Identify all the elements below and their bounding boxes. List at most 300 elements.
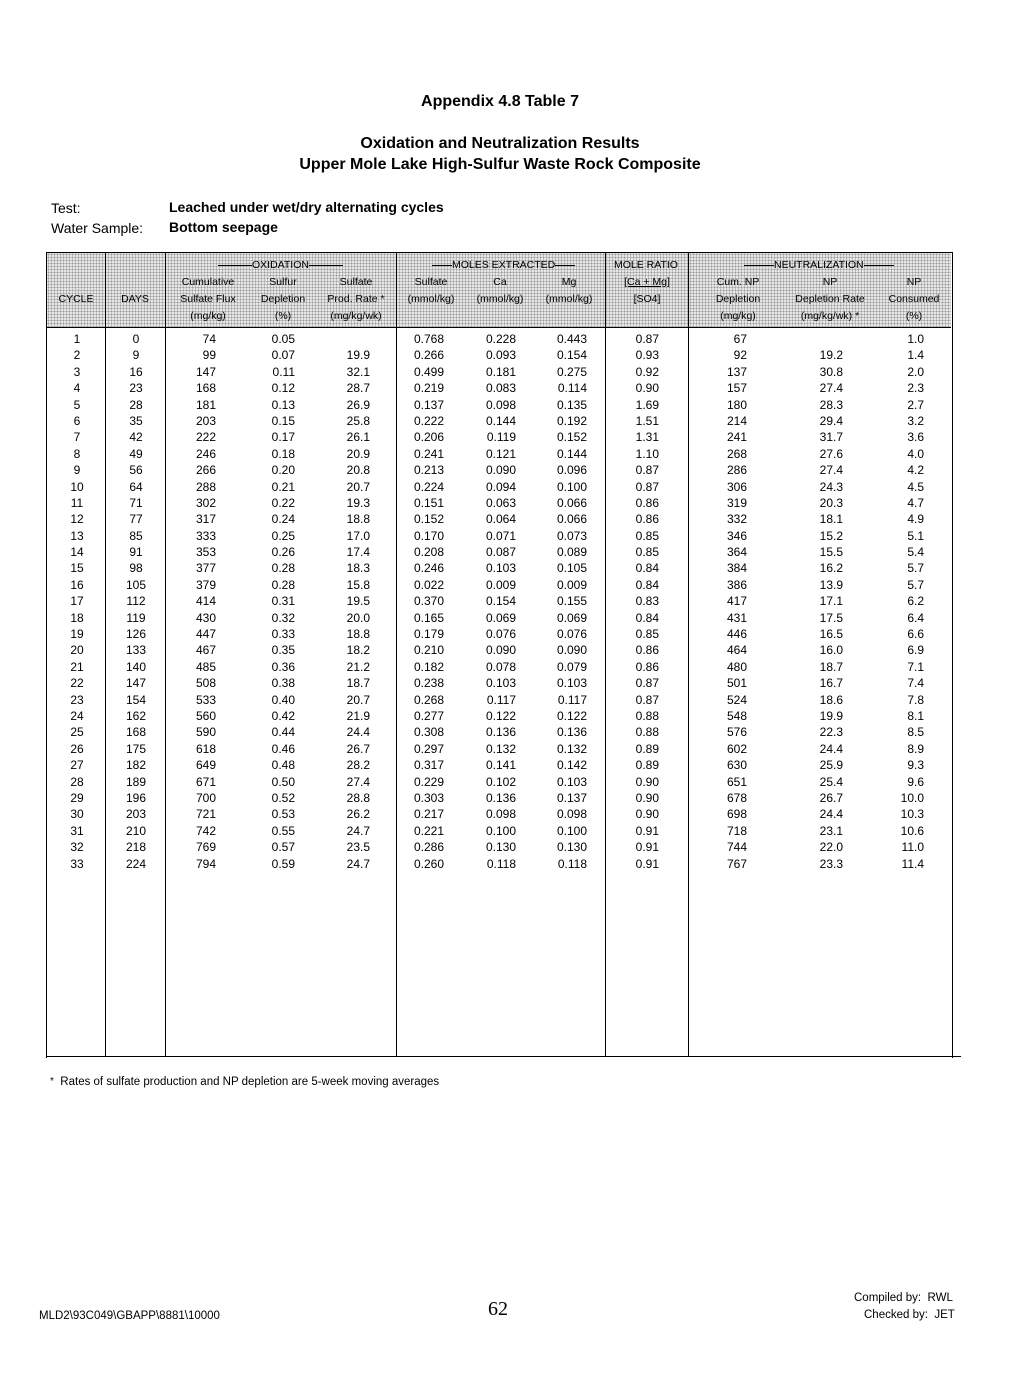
cell-ca: 0.154 (485, 594, 516, 609)
cell-cum-np: 92 (733, 348, 747, 363)
cell-days: 112 (126, 594, 146, 609)
cell-np-consumed: 8.1 (907, 708, 924, 723)
cell-sulfate-prod-rate: 21.2 (346, 659, 370, 674)
cell-np-rate: 23.1 (819, 823, 843, 838)
checked-by-label: Checked by: (864, 1309, 928, 1321)
cell-cycle: 24 (70, 708, 84, 723)
table-row (0, 627, 1027, 643)
cell-days: 162 (125, 708, 147, 723)
cell-cum-np: 446 (726, 627, 747, 642)
cell-mg: 0.117 (557, 692, 587, 707)
cell-mole-ratio: 0.84 (635, 577, 659, 592)
cell-days: 16 (129, 364, 143, 379)
cell-sulfur-depletion: 0.46 (271, 741, 295, 756)
cell-cycle: 8 (73, 446, 81, 461)
cell-np-rate: 19.2 (819, 348, 843, 363)
cell-mg: 0.137 (556, 790, 587, 805)
cell-cum-np: 576 (726, 725, 747, 740)
cell-sulfate: 0.317 (413, 758, 444, 773)
cell-ca: 0.094 (485, 479, 516, 494)
cell-sulfate-prod-rate: 20.7 (346, 479, 370, 494)
cell-sulfate: 0.221 (413, 823, 444, 838)
cell-ca: 0.118 (486, 856, 516, 871)
cell-days: 175 (125, 741, 147, 756)
cell-mole-ratio: 0.86 (635, 659, 659, 674)
cell-mg: 0.142 (556, 758, 587, 773)
cell-np-rate: 16.0 (819, 643, 843, 658)
table-row (0, 725, 1027, 741)
cell-mg: 0.118 (557, 856, 587, 871)
cell-sulfate: 0.219 (413, 381, 444, 396)
table-row (0, 594, 1027, 610)
cell-sulfur-depletion: 0.33 (271, 627, 295, 642)
table-row (0, 529, 1027, 545)
cell-ca: 0.090 (485, 643, 516, 658)
cell-flux: 222 (195, 430, 216, 445)
cell-np-rate: 25.9 (819, 758, 843, 773)
cell-mole-ratio: 0.85 (635, 528, 659, 543)
cell-np-rate: 16.2 (819, 561, 843, 576)
cell-flux: 181 (195, 397, 216, 412)
cell-sulfate: 0.165 (413, 610, 444, 625)
cell-flux: 618 (195, 741, 216, 756)
cell-np-consumed: 6.4 (907, 610, 924, 625)
cell-sulfur-depletion: 0.28 (271, 561, 295, 576)
cell-cum-np: 137 (726, 364, 747, 379)
cell-flux: 447 (195, 627, 216, 642)
cell-ca: 0.100 (485, 823, 516, 838)
cell-ca: 0.098 (485, 397, 516, 412)
cell-days: 105 (125, 577, 147, 592)
cell-sulfate-prod-rate: 20.8 (346, 463, 370, 478)
cell-ca: 0.090 (485, 463, 516, 478)
cell-cum-np: 718 (726, 823, 747, 838)
cell-cycle: 31 (70, 823, 84, 838)
col-header-np-rate-3: (mg/kg/wk) * (800, 310, 860, 322)
cell-mg: 0.103 (556, 676, 587, 691)
cell-flux: 168 (195, 381, 216, 396)
cell-flux: 74 (202, 332, 216, 346)
cell-sulfate: 0.152 (413, 512, 444, 527)
cell-days: 119 (126, 610, 146, 625)
col-header-np-consumed-3: (%) (905, 310, 923, 322)
cell-sulfate-prod-rate: 28.7 (346, 381, 370, 396)
cell-mg: 0.152 (556, 430, 587, 445)
cell-flux: 742 (195, 823, 216, 838)
table-row (0, 840, 1027, 856)
cell-mole-ratio: 0.88 (635, 725, 659, 740)
table-row (0, 480, 1027, 496)
cell-np-consumed: 5.4 (907, 545, 924, 560)
cell-sulfate-prod-rate: 18.2 (346, 643, 370, 658)
cell-cycle: 18 (70, 610, 84, 625)
cell-flux: 377 (195, 561, 216, 576)
cell-np-rate: 17.5 (819, 610, 843, 625)
cell-np-consumed: 10.6 (900, 823, 924, 838)
cell-flux: 794 (195, 856, 216, 871)
cell-sulfate: 0.246 (413, 561, 444, 576)
col-header-flux-3: (mg/kg) (190, 310, 226, 322)
cell-ca: 0.078 (485, 659, 516, 674)
cell-cum-np: 602 (726, 741, 747, 756)
table-row (0, 611, 1027, 627)
cell-mg: 0.135 (556, 397, 587, 412)
cell-mg: 0.089 (556, 545, 587, 560)
cell-cycle: 21 (70, 659, 84, 674)
cell-sulfate: 0.297 (413, 741, 444, 756)
cell-np-consumed: 1.4 (907, 348, 924, 363)
cell-sulfate: 0.213 (413, 463, 444, 478)
cell-ca: 0.130 (485, 840, 516, 855)
cell-cum-np: 384 (726, 561, 747, 576)
cell-mole-ratio: 0.90 (635, 381, 659, 396)
cell-cycle: 10 (70, 479, 84, 494)
cell-sulfate-prod-rate: 26.9 (346, 397, 370, 412)
cell-cum-np: 306 (726, 479, 747, 494)
cell-flux: 485 (195, 659, 216, 674)
cell-mole-ratio: 1.69 (635, 397, 659, 412)
compiled-by (854, 1292, 953, 1304)
cell-mole-ratio: 0.90 (635, 774, 659, 789)
cell-sulfate-prod-rate: 24.7 (346, 823, 370, 838)
cell-days: 28 (129, 397, 143, 412)
cell-sulfur-depletion: 0.53 (271, 807, 295, 822)
cell-flux: 721 (195, 807, 216, 822)
cell-days: 203 (125, 807, 147, 822)
cell-np-rate: 19.9 (819, 708, 843, 723)
cell-mole-ratio: 0.93 (635, 348, 659, 363)
water-sample-value: Bottom seepage (169, 219, 278, 235)
cell-ca: 0.083 (485, 381, 516, 396)
cell-mg: 0.105 (556, 561, 587, 576)
appendix-title: Appendix 4.8 Table 7 (421, 93, 579, 110)
cell-cum-np: 431 (726, 610, 747, 625)
cell-mg: 0.009 (556, 577, 587, 592)
cell-flux: 203 (195, 413, 216, 428)
cell-sulfate: 0.303 (413, 790, 444, 805)
cell-np-rate: 20.3 (819, 495, 843, 510)
table-row (0, 742, 1027, 758)
cell-sulfur-depletion: 0.05 (271, 332, 295, 346)
cell-ca: 0.093 (485, 348, 516, 363)
cell-sulfur-depletion: 0.25 (271, 528, 295, 543)
cell-sulfate-prod-rate: 28.2 (346, 758, 370, 773)
cell-cycle: 28 (70, 774, 84, 789)
water-sample-label: Water Sample: (51, 220, 144, 236)
cell-sulfur-depletion: 0.15 (271, 413, 295, 428)
table-row (0, 660, 1027, 676)
cell-flux: 671 (195, 774, 216, 789)
cell-mole-ratio: 0.86 (635, 643, 659, 658)
cell-np-consumed: 4.5 (907, 479, 924, 494)
cell-cycle: 16 (70, 577, 84, 592)
cell-np-rate: 25.4 (819, 774, 843, 789)
cell-np-consumed: 4.0 (907, 446, 924, 461)
cell-sulfate-prod-rate: 27.4 (346, 774, 370, 789)
cell-mg: 0.100 (556, 823, 587, 838)
col-header-cycle: CYCLE (58, 293, 94, 305)
table-row (0, 693, 1027, 709)
cell-mole-ratio: 0.91 (635, 840, 659, 855)
cell-cycle: 3 (73, 364, 81, 379)
cell-mole-ratio: 0.89 (635, 741, 659, 756)
table-row (0, 824, 1027, 840)
cell-np-consumed: 5.7 (907, 577, 924, 592)
cell-np-rate: 28.3 (819, 397, 843, 412)
col-header-sulfate-prod-1: Sulfate (339, 276, 373, 288)
cell-np-rate: 27.4 (819, 381, 843, 396)
cell-np-consumed: 2.0 (907, 364, 924, 379)
col-header-sulfate-prod-2: Prod. Rate * (327, 293, 385, 305)
cell-sulfate: 0.370 (413, 594, 444, 609)
cell-ca: 0.144 (485, 413, 516, 428)
cell-flux: 467 (195, 643, 216, 658)
cell-cum-np: 464 (726, 643, 747, 658)
compiled-by-label: Compiled by: (854, 1292, 922, 1304)
cell-np-consumed: 7.4 (907, 676, 924, 691)
cell-np-rate: 31.7 (819, 430, 843, 445)
cell-flux: 317 (195, 512, 216, 527)
cell-np-rate: 30.8 (819, 364, 843, 379)
table-bottom-rule (46, 1056, 961, 1057)
cell-flux: 560 (195, 708, 216, 723)
cell-mole-ratio: 0.87 (635, 692, 659, 707)
cell-cycle: 9 (73, 463, 81, 478)
cell-mole-ratio: 0.89 (635, 758, 659, 773)
cell-sulfate: 0.210 (413, 643, 444, 658)
table-row (0, 807, 1027, 823)
test-label: Test: (51, 200, 81, 216)
cell-days: 77 (129, 512, 143, 527)
cell-sulfate-prod-rate: 26.1 (346, 430, 370, 445)
cell-flux: 99 (202, 348, 216, 363)
table-row (0, 643, 1027, 659)
cell-sulfur-depletion: 0.36 (271, 659, 295, 674)
cell-np-rate: 13.9 (819, 577, 843, 592)
cell-sulfur-depletion: 0.26 (271, 545, 295, 560)
cell-days: 168 (125, 725, 147, 740)
table-row (0, 496, 1027, 512)
col-header-np-consumed-1: NP (906, 276, 922, 288)
cell-flux: 379 (195, 577, 216, 592)
cell-sulfate-prod-rate: 20.7 (346, 692, 370, 707)
cell-cum-np: 651 (726, 774, 747, 789)
cell-sulfate: 0.217 (413, 807, 444, 822)
cell-ca: 0.122 (485, 708, 516, 723)
cell-days: 196 (125, 790, 147, 805)
cell-np-rate: 18.7 (819, 659, 843, 674)
cell-sulfate: 0.151 (413, 495, 444, 510)
cell-mg: 0.132 (556, 741, 587, 756)
cell-sulfate: 0.238 (413, 676, 444, 691)
cell-sulfate-prod-rate: 19.9 (346, 348, 370, 363)
col-header-flux-1: Cumulative (181, 276, 235, 288)
cell-cum-np: 698 (726, 807, 747, 822)
cell-days: 224 (125, 856, 147, 871)
group-header-oxidation: OXIDATION (218, 259, 343, 271)
cell-sulfate-prod-rate: 24.4 (346, 725, 370, 740)
cell-mole-ratio: 1.51 (635, 413, 659, 428)
cell-mole-ratio: 0.86 (635, 512, 659, 527)
cell-sulfate-prod-rate: 26.7 (346, 741, 370, 756)
cell-mole-ratio: 0.87 (635, 463, 659, 478)
cell-sulfate: 0.260 (413, 856, 444, 871)
cell-sulfate: 0.229 (413, 774, 444, 789)
table-row (0, 365, 1027, 381)
cell-sulfate: 0.277 (413, 708, 444, 723)
cell-sulfate-prod-rate: 19.3 (346, 495, 370, 510)
cell-mole-ratio: 0.86 (635, 495, 659, 510)
cell-np-consumed: 9.6 (907, 774, 924, 789)
cell-cycle: 30 (70, 807, 84, 822)
col-header-ratio-1: [Ca + Mg] (624, 276, 670, 288)
cell-mg: 0.076 (556, 627, 587, 642)
cell-sulfate-prod-rate: 18.3 (346, 561, 370, 576)
cell-np-consumed: 10.3 (900, 807, 924, 822)
cell-sulfate-prod-rate: 17.4 (346, 545, 370, 560)
cell-cycle: 6 (73, 413, 81, 428)
cell-np-consumed: 4.2 (907, 463, 924, 478)
cell-cum-np: 364 (726, 545, 747, 560)
cell-np-consumed: 9.3 (907, 758, 924, 773)
cell-sulfate: 0.499 (413, 364, 444, 379)
cell-cycle: 13 (70, 528, 84, 543)
cell-sulfate-prod-rate: 18.8 (346, 627, 370, 642)
cell-cum-np: 417 (726, 594, 747, 609)
cell-np-rate: 22.3 (819, 725, 843, 740)
col-header-sulfur-3: (%) (274, 310, 292, 322)
cell-days: 9 (132, 348, 140, 363)
cell-mg: 0.144 (556, 446, 587, 461)
cell-np-consumed: 6.9 (907, 643, 924, 658)
cell-days: 42 (129, 430, 143, 445)
cell-flux: 302 (195, 495, 216, 510)
cell-ca: 0.121 (485, 446, 516, 461)
table-row (0, 512, 1027, 528)
cell-sulfate: 0.208 (413, 545, 444, 560)
cell-days: 64 (129, 479, 143, 494)
cell-mg: 0.443 (556, 332, 587, 346)
table-row (0, 676, 1027, 692)
cell-sulfate: 0.241 (413, 446, 444, 461)
col-header-cum-np-1: Cum. NP (716, 276, 760, 288)
cell-np-rate: 16.7 (819, 676, 843, 691)
cell-np-rate: 24.4 (819, 807, 843, 822)
table-row (0, 447, 1027, 463)
cell-mole-ratio: 0.83 (635, 594, 659, 609)
col-header-np-rate-1: NP (822, 276, 838, 288)
cell-sulfur-depletion: 0.31 (271, 594, 295, 609)
cell-ca: 0.076 (485, 627, 516, 642)
cell-sulfur-depletion: 0.44 (271, 725, 295, 740)
cell-np-consumed: 8.5 (907, 725, 924, 740)
cell-sulfate: 0.768 (413, 332, 444, 346)
cell-mg: 0.114 (557, 381, 587, 396)
cell-mg: 0.130 (556, 840, 587, 855)
cell-sulfate-prod-rate: 17.0 (346, 528, 370, 543)
cell-cum-np: 180 (726, 397, 747, 412)
cell-mg: 0.066 (556, 512, 587, 527)
cell-np-consumed: 11.4 (901, 856, 924, 871)
cell-np-rate: 24.3 (819, 479, 843, 494)
checked-by-value: JET (934, 1309, 955, 1321)
cell-mole-ratio: 0.85 (635, 545, 659, 560)
cell-flux: 533 (195, 692, 216, 707)
cell-sulfur-depletion: 0.12 (271, 381, 295, 396)
cell-days: 98 (129, 561, 143, 576)
col-header-sulfate-prod-3: (mg/kg/wk) (330, 310, 382, 322)
cell-np-consumed: 3.6 (907, 430, 924, 445)
cell-days: 23 (129, 381, 143, 396)
table-row (0, 857, 1027, 873)
cell-cycle: 32 (70, 840, 84, 855)
cell-sulfur-depletion: 0.32 (271, 610, 295, 625)
cell-days: 147 (125, 676, 147, 691)
cell-days: 140 (125, 659, 147, 674)
cell-ca: 0.064 (485, 512, 516, 527)
cell-np-rate: 27.6 (819, 446, 843, 461)
cell-sulfate: 0.308 (413, 725, 444, 740)
footnote-marker: * (50, 1076, 54, 1087)
table-row (0, 561, 1027, 577)
table-row (0, 463, 1027, 479)
cell-days: 0 (132, 332, 140, 346)
cell-ca: 0.071 (485, 528, 516, 543)
cell-mole-ratio: 0.84 (635, 610, 659, 625)
table-row (0, 398, 1027, 414)
cell-np-rate: 16.5 (819, 627, 843, 642)
cell-sulfate-prod-rate: 24.7 (346, 856, 370, 871)
cell-cycle: 15 (70, 561, 84, 576)
cell-flux: 508 (195, 676, 216, 691)
cell-mole-ratio: 0.88 (635, 708, 659, 723)
table-row (0, 414, 1027, 430)
col-header-days: DAYS (121, 293, 149, 305)
cell-flux: 430 (195, 610, 216, 625)
cell-np-consumed: 7.8 (907, 692, 924, 707)
cell-mg: 0.122 (556, 708, 587, 723)
cell-cum-np: 386 (726, 577, 747, 592)
cell-sulfur-depletion: 0.28 (271, 577, 295, 592)
cell-np-consumed: 6.6 (907, 627, 924, 642)
table-row (0, 758, 1027, 774)
table-row (0, 791, 1027, 807)
cell-cum-np: 501 (726, 676, 747, 691)
cell-ca: 0.063 (485, 495, 516, 510)
cell-sulfur-depletion: 0.48 (271, 758, 295, 773)
col-header-sulfate-2: (mmol/kg) (407, 293, 455, 305)
cell-np-consumed: 6.2 (907, 594, 924, 609)
page-number: 62 (488, 1298, 508, 1320)
cell-cum-np: 480 (726, 659, 747, 674)
cell-cycle: 12 (70, 512, 84, 527)
cell-mg: 0.069 (556, 610, 587, 625)
cell-cum-np: 630 (726, 758, 747, 773)
cell-cycle: 7 (73, 430, 81, 445)
cell-np-rate: 18.1 (819, 512, 843, 527)
col-header-np-consumed-2: Consumed (888, 293, 940, 305)
cell-sulfate: 0.266 (413, 348, 444, 363)
cell-sulfur-depletion: 0.38 (271, 676, 295, 691)
table-row (0, 709, 1027, 725)
cell-mole-ratio: 0.85 (635, 627, 659, 642)
cell-mg: 0.079 (556, 659, 587, 674)
cell-ca: 0.103 (485, 561, 516, 576)
cell-ca: 0.141 (485, 758, 516, 773)
cell-sulfate: 0.224 (413, 479, 444, 494)
cell-np-consumed: 4.7 (907, 495, 924, 510)
cell-sulfate-prod-rate: 18.7 (346, 676, 370, 691)
